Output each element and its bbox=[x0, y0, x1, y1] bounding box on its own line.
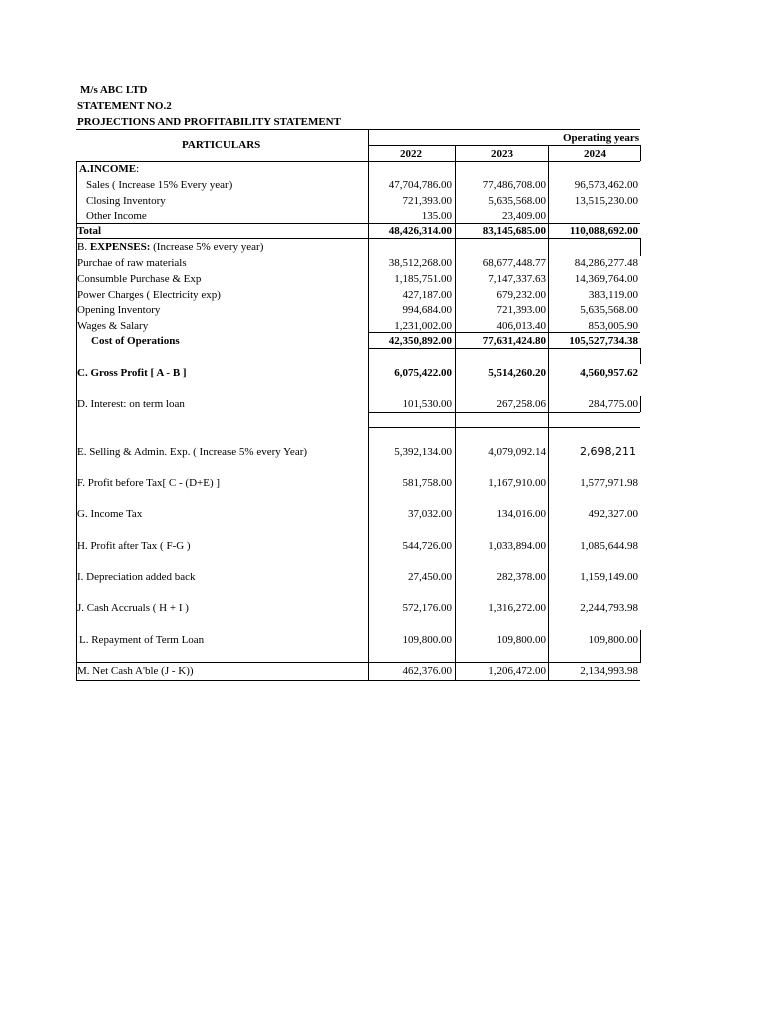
operating-years-header: Operating years bbox=[563, 132, 640, 144]
cell-value: 721,393.00 bbox=[496, 304, 546, 316]
depreciation-value: 282,378.00 bbox=[496, 571, 546, 583]
cell-value: 5,635,568.00 bbox=[580, 304, 638, 316]
income-total-value: 83,145,685.00 bbox=[482, 225, 546, 237]
gross-profit-value: 6,075,422.00 bbox=[394, 367, 452, 379]
cell-value: 23,409.00 bbox=[502, 210, 546, 222]
cell-value: 13,515,230.00 bbox=[574, 195, 638, 207]
cost-of-operations-value: 77,631,424.80 bbox=[482, 335, 546, 347]
cell-value: 47,704,786.00 bbox=[388, 179, 452, 191]
cost-of-operations-value: 42,350,892.00 bbox=[388, 335, 452, 347]
repayment-value: 109,800.00 bbox=[402, 634, 452, 646]
cell-value: 84,286,277.48 bbox=[574, 257, 638, 269]
depreciation-label: I. Depreciation added back bbox=[77, 571, 196, 583]
cell-value: 721,393.00 bbox=[402, 195, 452, 207]
profit-after-tax-label: H. Profit after Tax ( F-G ) bbox=[77, 540, 191, 552]
repayment-value: 109,800.00 bbox=[588, 634, 638, 646]
gross-profit-value: 4,560,957.62 bbox=[580, 367, 638, 379]
income-tax-value: 492,327.00 bbox=[588, 508, 638, 520]
cell-value: 7,147,337.63 bbox=[488, 273, 546, 285]
income-total-value: 110,088,692.00 bbox=[569, 225, 638, 237]
cash-accruals-value: 1,316,272.00 bbox=[488, 602, 546, 614]
cell-value: 383,119.00 bbox=[588, 289, 638, 301]
gross-profit-label: C. Gross Profit [ A - B ] bbox=[77, 367, 187, 379]
row-label: Wages & Salary bbox=[77, 320, 149, 332]
income-tax-label: G. Income Tax bbox=[77, 508, 143, 520]
cost-of-operations-label: Cost of Operations bbox=[91, 335, 180, 347]
cell-value: 77,486,708.00 bbox=[482, 179, 546, 191]
year-header-2023: 2023 bbox=[491, 148, 513, 160]
row-label: Sales ( Increase 15% Every year) bbox=[86, 179, 233, 191]
profit-after-tax-value: 544,726.00 bbox=[402, 540, 452, 552]
cash-accruals-label: J. Cash Accruals ( H + I ) bbox=[77, 602, 189, 614]
cell-value: 427,187.00 bbox=[402, 289, 452, 301]
profit-after-tax-value: 1,085,644.98 bbox=[580, 540, 638, 552]
year-header-2022: 2022 bbox=[400, 148, 422, 160]
row-label: Purchae of raw materials bbox=[77, 257, 187, 269]
net-cash-value: 1,206,472.00 bbox=[488, 665, 546, 677]
statement-number: STATEMENT NO.2 bbox=[77, 100, 172, 112]
profit-before-tax-value: 1,167,910.00 bbox=[488, 477, 546, 489]
income-tax-value: 37,032.00 bbox=[408, 508, 452, 520]
income-heading: A.INCOME: bbox=[79, 163, 140, 175]
profit-before-tax-label: F. Profit before Tax[ C - (D+E) ] bbox=[77, 477, 221, 489]
cell-value: 135.00 bbox=[421, 210, 452, 222]
income-total-value: 48,426,314.00 bbox=[388, 225, 452, 237]
row-label: Other Income bbox=[86, 210, 147, 222]
cell-value: 994,684.00 bbox=[402, 304, 452, 316]
depreciation-value: 1,159,149.00 bbox=[580, 571, 638, 583]
cost-of-operations-value: 105,527,734.38 bbox=[569, 335, 638, 347]
profit-before-tax-value: 581,758.00 bbox=[402, 477, 452, 489]
selling-admin-value: 4,079,092.14 bbox=[488, 446, 546, 458]
row-label: Closing Inventory bbox=[86, 195, 166, 207]
interest-value: 284,775.00 bbox=[588, 398, 638, 410]
net-cash-label: M. Net Cash A'ble (J - K)) bbox=[77, 665, 194, 677]
expenses-heading: B. EXPENSES: (Increase 5% every year) bbox=[77, 241, 264, 253]
cell-value: 14,369,764.00 bbox=[574, 273, 638, 285]
gross-profit-value: 5,514,260.20 bbox=[488, 367, 546, 379]
cash-accruals-value: 2,244,793.98 bbox=[580, 602, 638, 614]
cell-value: 68,677,448.77 bbox=[482, 257, 546, 269]
row-label: Power Charges ( Electricity exp) bbox=[77, 289, 221, 301]
interest-value: 101,530.00 bbox=[402, 398, 452, 410]
cell-value: 406,013.40 bbox=[496, 320, 546, 332]
company-name: M/s ABC LTD bbox=[80, 84, 148, 96]
net-cash-value: 2,134,993.98 bbox=[580, 665, 638, 677]
repayment-value: 109,800.00 bbox=[496, 634, 546, 646]
year-header-2024: 2024 bbox=[584, 148, 606, 160]
profit-after-tax-value: 1,033,894.00 bbox=[488, 540, 546, 552]
income-tax-value: 134,016.00 bbox=[496, 508, 546, 520]
selling-admin-value: 5,392,134.00 bbox=[394, 446, 452, 458]
cell-value: 96,573,462.00 bbox=[574, 179, 638, 191]
row-label: Opening Inventory bbox=[77, 304, 161, 316]
profit-before-tax-value: 1,577,971.98 bbox=[580, 477, 638, 489]
cash-accruals-value: 572,176.00 bbox=[402, 602, 452, 614]
interest-value: 267,258.06 bbox=[496, 398, 546, 410]
cell-value: 5,635,568.00 bbox=[488, 195, 546, 207]
selling-admin-value: 2,698,211 bbox=[580, 445, 636, 458]
cell-value: 853,005.90 bbox=[588, 320, 638, 332]
net-cash-value: 462,376.00 bbox=[402, 665, 452, 677]
row-label: Consumble Purchase & Exp bbox=[77, 273, 202, 285]
particulars-header: PARTICULARS bbox=[182, 139, 261, 151]
cell-value: 1,231,002.00 bbox=[394, 320, 452, 332]
selling-admin-label: E. Selling & Admin. Exp. ( Increase 5% every Year) bbox=[77, 446, 308, 458]
depreciation-value: 27,450.00 bbox=[408, 571, 452, 583]
cell-value: 38,512,268.00 bbox=[388, 257, 452, 269]
page-title: PROJECTIONS AND PROFITABILITY STATEMENT bbox=[77, 116, 341, 128]
interest-label: D. Interest: on term loan bbox=[77, 398, 185, 410]
income-total-label: Total bbox=[77, 225, 102, 237]
cell-value: 1,185,751.00 bbox=[394, 273, 452, 285]
repayment-label: L. Repayment of Term Loan bbox=[79, 634, 205, 646]
cell-value: 679,232.00 bbox=[496, 289, 546, 301]
